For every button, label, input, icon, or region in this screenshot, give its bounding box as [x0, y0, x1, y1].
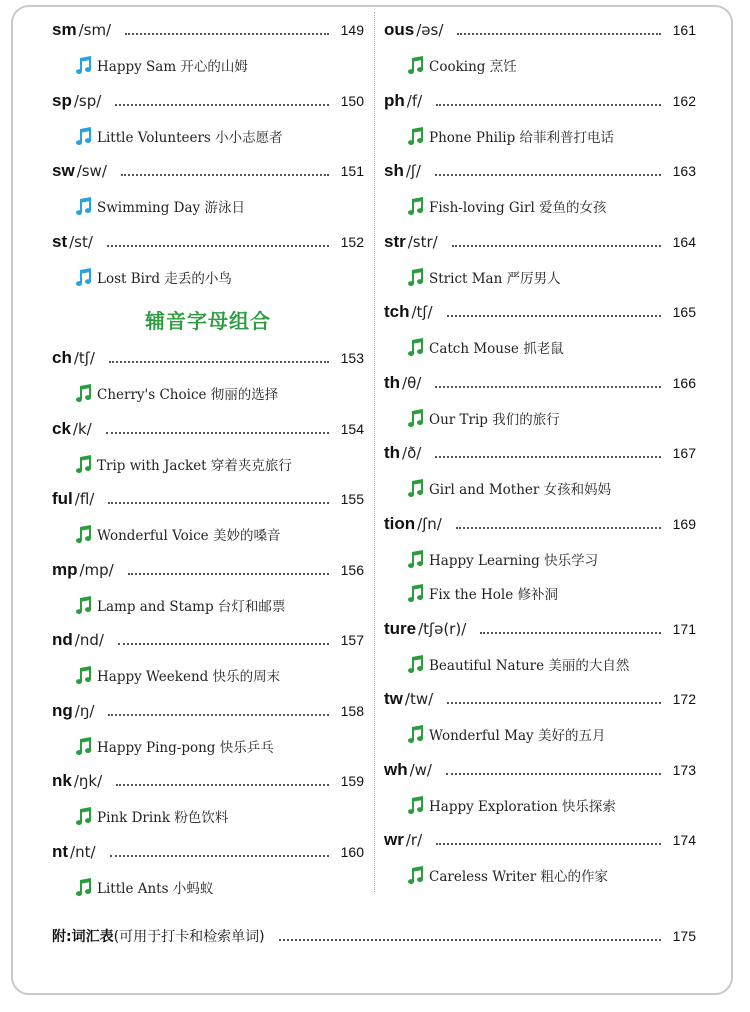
story-title[interactable]	[384, 793, 696, 817]
letter-combination: ous	[384, 20, 415, 39]
toc-entry[interactable]	[384, 88, 696, 114]
story-text: Little Volunteers 小小志愿者	[97, 129, 283, 146]
letter-combination: tw	[384, 689, 403, 708]
toc-entry[interactable]	[52, 486, 364, 512]
page-number: 161	[672, 22, 696, 38]
music-note-icon	[74, 383, 92, 403]
phonetic-symbol: /ʃ/	[405, 162, 421, 180]
leader-dots	[108, 714, 329, 716]
story-title[interactable]	[52, 522, 364, 546]
leader-dots	[125, 33, 329, 35]
section-title: 辅音字母组合	[145, 309, 271, 333]
letter-combination: wh	[384, 759, 408, 779]
leader-dots	[106, 432, 329, 434]
leader-dots	[456, 527, 661, 529]
letter-combination: sw	[52, 161, 75, 180]
story-title[interactable]	[52, 734, 364, 758]
music-note-icon	[406, 724, 424, 744]
letter-combination: th	[384, 372, 401, 392]
toc-entry[interactable]	[52, 17, 364, 43]
story-title[interactable]	[52, 194, 364, 218]
toc-entry[interactable]	[52, 229, 364, 255]
story-title[interactable]	[52, 265, 364, 289]
phonetic-symbol: /sm/	[78, 21, 112, 39]
story-text: Catch Mouse 抓老鼠	[429, 341, 564, 357]
toc-entry[interactable]	[384, 616, 696, 642]
letter-combination: nt	[52, 841, 69, 861]
music-note-icon	[74, 267, 92, 287]
story-title[interactable]	[52, 124, 364, 148]
toc-entry[interactable]	[52, 416, 364, 442]
leader-dots	[115, 104, 329, 106]
page-number: 165	[672, 304, 696, 320]
leader-dots	[107, 245, 329, 247]
story-text: Careless Writer 粗心的作家	[429, 869, 608, 885]
story-title[interactable]	[52, 593, 364, 617]
music-note-icon	[406, 549, 424, 569]
phonetic-symbol: /str/	[407, 232, 438, 251]
music-note-icon	[406, 583, 424, 603]
music-note-icon	[74, 665, 92, 685]
toc-entry[interactable]	[384, 370, 696, 396]
appendix-entry[interactable]	[52, 924, 696, 948]
toc-entry[interactable]	[384, 511, 696, 537]
phonetic-symbol: /ʃn/	[417, 514, 442, 533]
leader-dots	[447, 315, 661, 317]
leader-dots	[447, 702, 661, 704]
toc-entry[interactable]	[52, 88, 364, 114]
page-number: 172	[672, 691, 696, 707]
leader-dots	[116, 784, 329, 786]
page-number: 154	[340, 420, 364, 437]
page-number: 175	[672, 928, 696, 944]
leader-dots	[110, 855, 329, 857]
phonetic-symbol: /nd/	[74, 631, 104, 649]
page-number: 163	[672, 163, 696, 179]
page-number: 159	[340, 773, 364, 789]
phonetic-symbol: /fl/	[74, 490, 95, 508]
phonetic-symbol: /mp/	[79, 560, 114, 579]
story-text: Strict Man 严厉男人	[429, 270, 561, 287]
page-number: 156	[340, 561, 364, 578]
story-text: Cherry's Choice 彻丽的选择	[97, 387, 279, 403]
letter-combination: ph	[384, 90, 405, 110]
toc-entry[interactable]	[52, 627, 364, 653]
letter-combination: str	[384, 231, 406, 251]
leader-dots	[457, 33, 661, 35]
leader-dots	[446, 773, 661, 775]
toc-entry[interactable]	[52, 345, 364, 371]
letter-combination: tion	[384, 513, 416, 533]
letter-combination: mp	[52, 559, 78, 579]
toc-entry[interactable]	[384, 299, 696, 325]
page-number: 174	[672, 832, 696, 848]
story-title[interactable]	[384, 652, 696, 676]
phonetic-symbol: /f/	[406, 91, 423, 110]
music-note-icon	[74, 595, 92, 615]
letter-combination: ng	[52, 700, 73, 720]
letter-combination: ful	[52, 489, 73, 508]
page-number: 157	[340, 632, 364, 648]
story-text: Pink Drink 粉色饮料	[97, 810, 229, 826]
toc-entry[interactable]	[52, 698, 364, 724]
toc-entry[interactable]	[52, 839, 364, 865]
letter-combination: st	[52, 231, 68, 251]
letter-combination: nk	[52, 771, 72, 790]
page-number: 162	[672, 92, 696, 109]
toc-entry[interactable]	[52, 557, 364, 583]
toc-entry[interactable]	[52, 158, 364, 184]
phonetic-symbol: /sp/	[73, 91, 102, 110]
story-text: Wonderful Voice 美妙的嗓音	[97, 528, 281, 544]
story-text: Happy Learning 快乐学习	[429, 552, 599, 569]
letter-combination: sm	[52, 20, 77, 39]
letter-combination: th	[384, 443, 401, 462]
story-title[interactable]	[384, 547, 696, 571]
leader-dots	[118, 643, 329, 645]
phonetic-symbol: /sw/	[76, 162, 107, 180]
story-text: Our Trip 我们的旅行	[429, 411, 560, 428]
music-note-icon	[74, 55, 92, 75]
page-number: 167	[672, 445, 696, 461]
letter-combination: ck	[52, 418, 71, 438]
appendix-label-rest: (可用于打卡和检索单词)	[113, 929, 265, 945]
leader-dots	[128, 573, 329, 575]
music-note-icon	[406, 654, 424, 674]
page-number: 166	[672, 374, 696, 391]
music-note-icon	[406, 337, 424, 357]
page-number: 155	[340, 491, 364, 507]
letter-combination: sh	[384, 161, 404, 180]
phonetic-symbol: /k/	[72, 419, 92, 438]
toc-entry[interactable]	[384, 686, 696, 712]
story-text: Fish-loving Girl 爱鱼的女孩	[429, 200, 607, 216]
appendix-label-bold: 附:词汇表	[52, 929, 114, 945]
leader-dots	[435, 386, 661, 388]
phonetic-symbol: /tʃ/	[411, 303, 433, 321]
story-title[interactable]	[384, 722, 696, 746]
story-title[interactable]	[52, 381, 364, 405]
page-number: 153	[340, 350, 364, 366]
page-number: 173	[672, 761, 696, 778]
story-title[interactable]	[384, 124, 696, 148]
story-text: Wonderful May 美好的五月	[429, 728, 606, 744]
phonetic-symbol: /ŋ/	[74, 701, 95, 720]
leader-dots	[480, 632, 661, 634]
story-text: Cooking 烹饪	[429, 59, 517, 75]
phonetic-symbol: /θ/	[402, 373, 422, 392]
music-note-icon	[74, 126, 92, 146]
page-number: 150	[340, 92, 364, 109]
leader-dots	[436, 104, 661, 106]
story-title[interactable]	[384, 53, 696, 77]
phonetic-symbol: /nt/	[70, 842, 96, 861]
story-title[interactable]	[384, 194, 696, 218]
story-title[interactable]	[384, 581, 696, 605]
phonetic-symbol: /st/	[69, 232, 93, 251]
music-note-icon	[74, 454, 92, 474]
phonetic-symbol: /w/	[409, 760, 432, 779]
story-text: Lost Bird 走丢的小鸟	[97, 270, 232, 287]
story-text: Phone Philip 给菲利普打电话	[429, 129, 615, 146]
story-title[interactable]	[384, 406, 696, 430]
leader-dots	[108, 502, 329, 504]
page-number: 152	[340, 233, 364, 250]
page-number: 164	[672, 233, 696, 250]
leader-dots	[435, 456, 661, 458]
story-title[interactable]	[384, 335, 696, 359]
toc-entry[interactable]	[384, 17, 696, 43]
phonetic-symbol: /tw/	[404, 690, 434, 708]
story-title[interactable]	[52, 804, 364, 828]
leader-dots	[109, 361, 329, 363]
story-title[interactable]	[384, 476, 696, 500]
letter-combination: sp	[52, 90, 72, 110]
story-title[interactable]	[52, 875, 364, 899]
music-note-icon	[74, 196, 92, 216]
story-title[interactable]	[384, 863, 696, 887]
music-note-icon	[406, 55, 424, 75]
music-note-icon	[74, 524, 92, 544]
story-text: Beautiful Nature 美丽的大自然	[429, 657, 630, 674]
story-text: Happy Exploration 快乐探索	[429, 798, 616, 815]
leader-dots	[121, 174, 329, 176]
story-text: Fix the Hole 修补洞	[429, 587, 558, 603]
story-text: Trip with Jacket 穿着夹克旅行	[97, 457, 292, 474]
story-title[interactable]	[384, 265, 696, 289]
story-title[interactable]	[52, 53, 364, 77]
story-text: Little Ants 小蚂蚁	[97, 880, 214, 897]
phonetic-symbol: /tʃ/	[73, 349, 95, 367]
music-note-icon	[406, 196, 424, 216]
toc-entry[interactable]	[384, 757, 696, 783]
column-divider	[374, 12, 375, 892]
music-note-icon	[406, 126, 424, 146]
page-number: 158	[340, 702, 364, 719]
leader-dots	[436, 843, 661, 845]
music-note-icon	[74, 877, 92, 897]
letter-combination: nd	[52, 630, 73, 649]
page-number: 160	[340, 843, 364, 860]
toc-entry[interactable]	[384, 158, 696, 184]
story-text: Lamp and Stamp 台灯和邮票	[97, 598, 286, 615]
story-text: Happy Ping-pong 快乐乒乓	[97, 739, 274, 756]
page-number: 169	[672, 515, 696, 532]
leader-dots	[279, 939, 661, 941]
toc-entry[interactable]	[384, 229, 696, 255]
music-note-icon	[406, 795, 424, 815]
leader-dots	[452, 245, 661, 247]
phonetic-symbol: /əs/	[416, 21, 444, 39]
music-note-icon	[74, 736, 92, 756]
appendix-label	[52, 926, 265, 946]
phonetic-symbol: /ð/	[402, 444, 422, 462]
letter-combination: wr	[384, 830, 404, 849]
music-note-icon	[406, 267, 424, 287]
letter-combination: ch	[52, 348, 72, 367]
story-text: Happy Weekend 快乐的周末	[97, 669, 281, 685]
toc-entry[interactable]	[384, 440, 696, 466]
music-note-icon	[74, 806, 92, 826]
phonetic-symbol: /r/	[405, 831, 423, 849]
page-number: 171	[672, 620, 696, 637]
phonetic-symbol: /tʃə(r)/	[418, 619, 467, 638]
phonetic-symbol: /ŋk/	[73, 772, 103, 790]
story-text: Happy Sam 开心的山姆	[97, 59, 248, 75]
page-number: 151	[340, 163, 364, 179]
music-note-icon	[406, 865, 424, 885]
leader-dots	[435, 174, 661, 176]
music-note-icon	[406, 408, 424, 428]
letter-combination: ture	[384, 618, 417, 638]
story-text: Swimming Day 游泳日	[97, 200, 245, 216]
toc-entry[interactable]	[52, 768, 364, 794]
letter-combination: tch	[384, 302, 410, 321]
story-title[interactable]	[52, 452, 364, 476]
story-title[interactable]	[52, 663, 364, 687]
story-text: Girl and Mother 女孩和妈妈	[429, 482, 612, 498]
page-number: 149	[340, 22, 364, 38]
music-note-icon	[406, 478, 424, 498]
toc-entry[interactable]	[384, 827, 696, 853]
